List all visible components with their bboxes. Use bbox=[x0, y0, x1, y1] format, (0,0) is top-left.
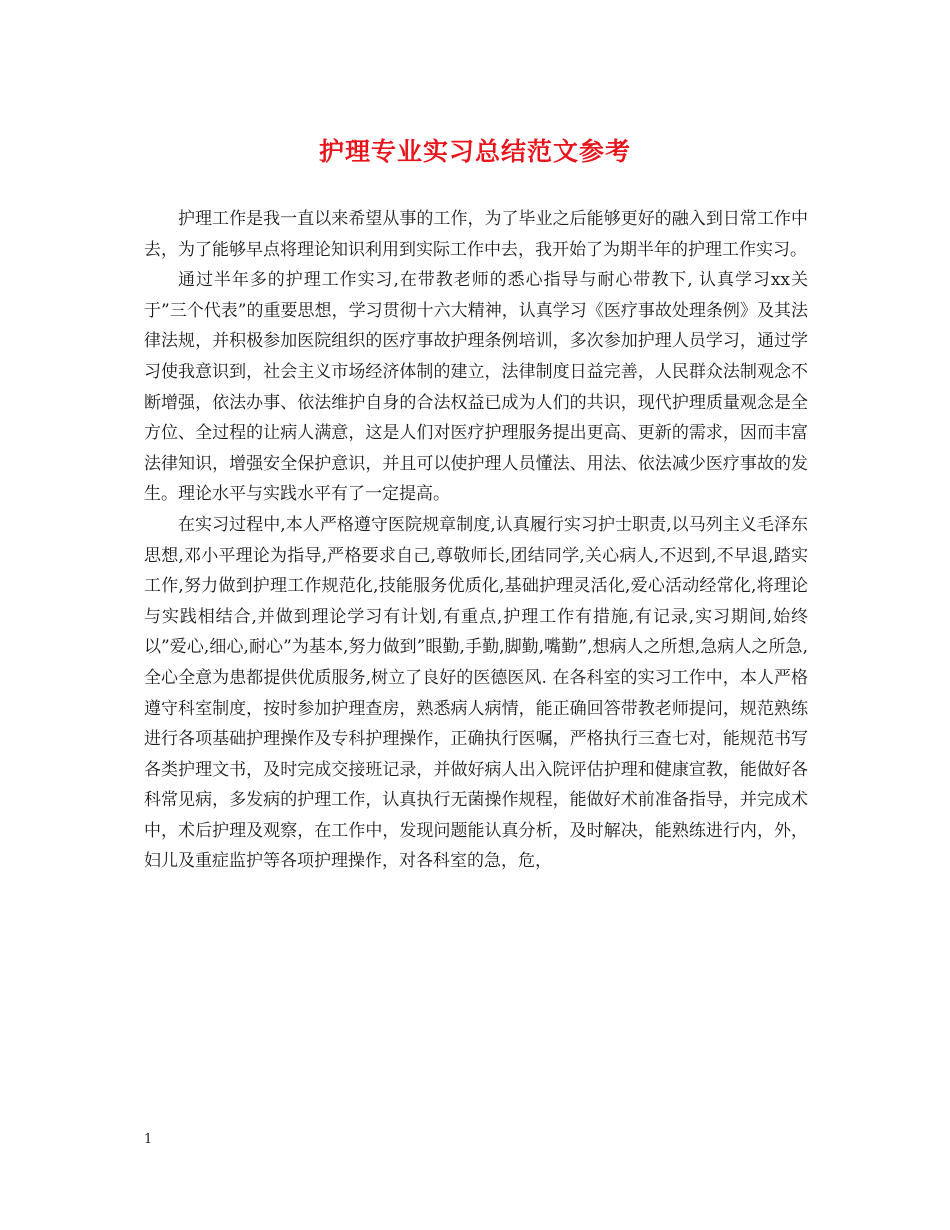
document-title: 护理专业实习总结范文参考 bbox=[318, 137, 631, 166]
document-body bbox=[144, 204, 808, 877]
paragraph-3: 在实习过程中,本人严格遵守医院规章制度,认真履行实习护士职责,以马列主义毛泽东思想,邓小平理论为指导,严格要求自己,尊敬师长,团结同学,关心病人,不迟到,不早退,踏实工作,努力做到护理工作规范化,技能服务优质化,基础护理灵活化,爱心活动经常化,将理论与实践相结合,并做到理论学习有计划,有重点,护理工作有措施,有记录,实习期间,始终以”爱心,细心,耐心”为基本,努力做到”眼勤,手勤,脚勤,嘴勤”,想病人之所想,急病人之所急,全心全意为患都提供优质服务,树立了良好的医德医风. 在各科室的实习工作中，本人严格遵守科室制度，按时参加护理查房，熟悉病人病情，能正确回答带教老师提问，规范熟练进行各项基础护理操作及专科护理操作，正确执行医嘱，严格执行三查七对，能规范书写各类护理文书，及时完成交接班记录，并做好病人出入院评估护理和健康宣教，能做好各科常见病，多发病的护理工作，认真执行无菌操作规程，能做好术前准备指导，并完成术中，术后护理及观察，在工作中，发现问题能认真分析，及时解决，能熟练进行内，外，妇儿及重症监护等各项护理操作，对各科室的急，危， bbox=[144, 514, 808, 872]
paragraph-2: 通过半年多的护理工作实习,在带教老师的悉心指导与耐心带教下, 认真学习xx关于”三个代表”的重要思想，学习贯彻十六大精神，认真学习《医疗事故处理条例》及其法律法规，并积极参加医院组织的医疗事故护理条例培训，多次参加护理人员学习，通过学习使我意识到，社会主义市场经济体制的建立，法律制度日益完善，人民群众法制观念不断增强，依法办事、依法维护自身的合法权益已成为人们的共识，现代护理质量观念是全方位、全过程的让病人满意，这是人们对医疗护理服务提出更高、更新的需求，因而丰富法律知识，增强安全保护意识，并且可以使护理人员懂法、用法、依法减少医疗事故的发生。理论水平与实践水平有了一定提高。 bbox=[144, 270, 808, 505]
page-number: 1 bbox=[144, 1132, 153, 1147]
paragraph-1: 护理工作是我一直以来希望从事的工作，为了毕业之后能够更好的融入到日常工作中去，为了能够早点将理论知识利用到实际工作中去，我开始了为期半年的护理工作实习。 bbox=[144, 209, 808, 260]
